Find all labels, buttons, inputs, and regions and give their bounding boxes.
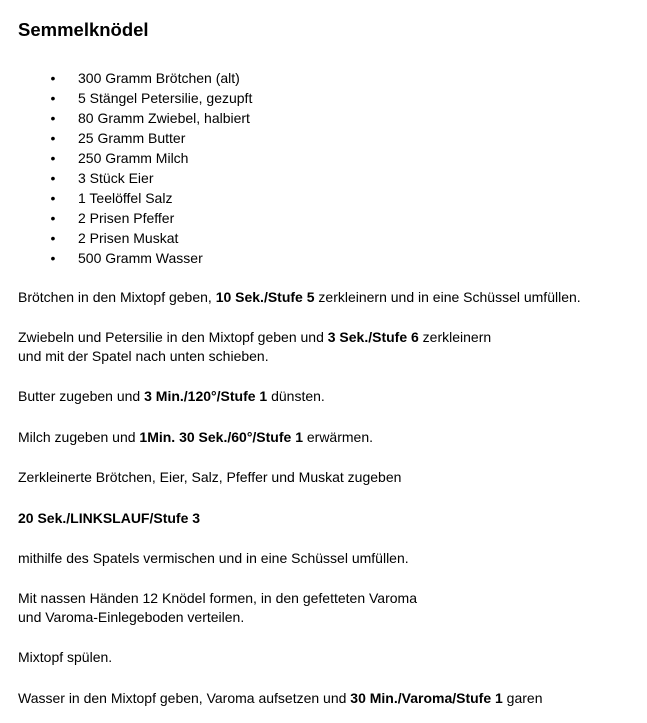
ingredient-text: 80 Gramm Zwiebel, halbiert [78,110,250,126]
step-setting: 3 Min./120°/Stufe 1 [144,388,268,404]
step-text: Milch zugeben und [18,429,140,445]
bullet-icon: • [50,110,56,126]
step-8-paragraph [18,589,417,627]
step-text: Zwiebeln und Petersilie in den Mixtopf geben und [18,329,328,345]
ingredient-item [0,168,252,188]
ingredient-item [0,108,252,128]
step-6-paragraph [18,509,200,528]
bullet-icon: • [50,70,56,86]
step-text: Brötchen in den Mixtopf geben, [18,289,216,305]
ingredient-text: 1 Teelöffel Salz [78,190,173,206]
ingredient-item [0,248,252,268]
step-setting: 20 Sek./LINKSLAUF/Stufe 3 [18,510,201,526]
bullet-icon: • [50,90,56,106]
bullet-icon: • [50,130,56,146]
ingredient-item [0,188,252,208]
ingredient-item [0,68,252,88]
bullet-icon: • [50,190,56,206]
step-text: erwärmen. [302,429,374,445]
step-text: und mit der Spatel nach unten schieben. [18,348,269,364]
step-setting: 10 Sek./Stufe 5 [215,289,315,305]
step-4-paragraph [18,428,373,447]
step-setting: 1Min. 30 Sek./60°/Stufe 1 [139,429,303,445]
bullet-icon: • [50,210,56,226]
bullet-icon: • [50,170,56,186]
step-10-paragraph [18,689,543,708]
step-setting: 3 Sek./Stufe 6 [327,329,419,345]
ingredient-text: 500 Gramm Wasser [78,250,203,266]
ingredient-text: 250 Gramm Milch [78,150,189,166]
step-7-paragraph: mithilfe des Spatels vermischen und in eine Schüssel umfüllen. [18,550,409,566]
ingredient-item [0,88,252,108]
step-text: Wasser in den Mixtopf geben, Varoma aufsetzen und [18,690,351,706]
bullet-icon: • [50,150,56,166]
bullet-icon: • [50,250,56,266]
ingredient-item [0,148,252,168]
step-text: dünsten. [267,388,325,404]
recipe-title: Semmelknödel [18,19,149,40]
ingredient-text: 300 Gramm Brötchen (alt) [78,70,240,86]
step-3-paragraph [18,387,325,406]
step-1-paragraph [18,288,581,307]
ingredient-item [0,208,252,228]
step-text: zerkleinern und in eine Schüssel umfüllen. [314,289,581,305]
step-setting: 30 Min./Varoma/Stufe 1 [350,690,503,706]
ingredient-text: 5 Stängel Petersilie, gezupft [78,90,253,106]
step-text: und Varoma-Einlegeboden verteilen. [18,609,245,625]
step-9-paragraph: Mixtopf spülen. [18,649,113,665]
ingredient-text: 25 Gramm Butter [78,130,186,146]
step-5-paragraph: Zerkleinerte Brötchen, Eier, Salz, Pfeffer und Muskat zugeben [18,469,402,485]
ingredient-text: 3 Stück Eier [78,170,154,186]
step-text: garen [502,690,543,706]
ingredient-text: 2 Prisen Pfeffer [78,210,175,226]
bullet-icon: • [50,230,56,246]
step-text: Butter zugeben und [18,388,145,404]
ingredient-item [0,128,252,148]
step-text: zerkleinern [418,329,492,345]
step-2-paragraph [18,328,491,366]
step-text: Mit nassen Händen 12 Knödel formen, in den gefetteten Varoma [18,590,417,606]
ingredient-list [0,68,252,268]
ingredient-item [0,228,252,248]
ingredient-text: 2 Prisen Muskat [78,230,179,246]
